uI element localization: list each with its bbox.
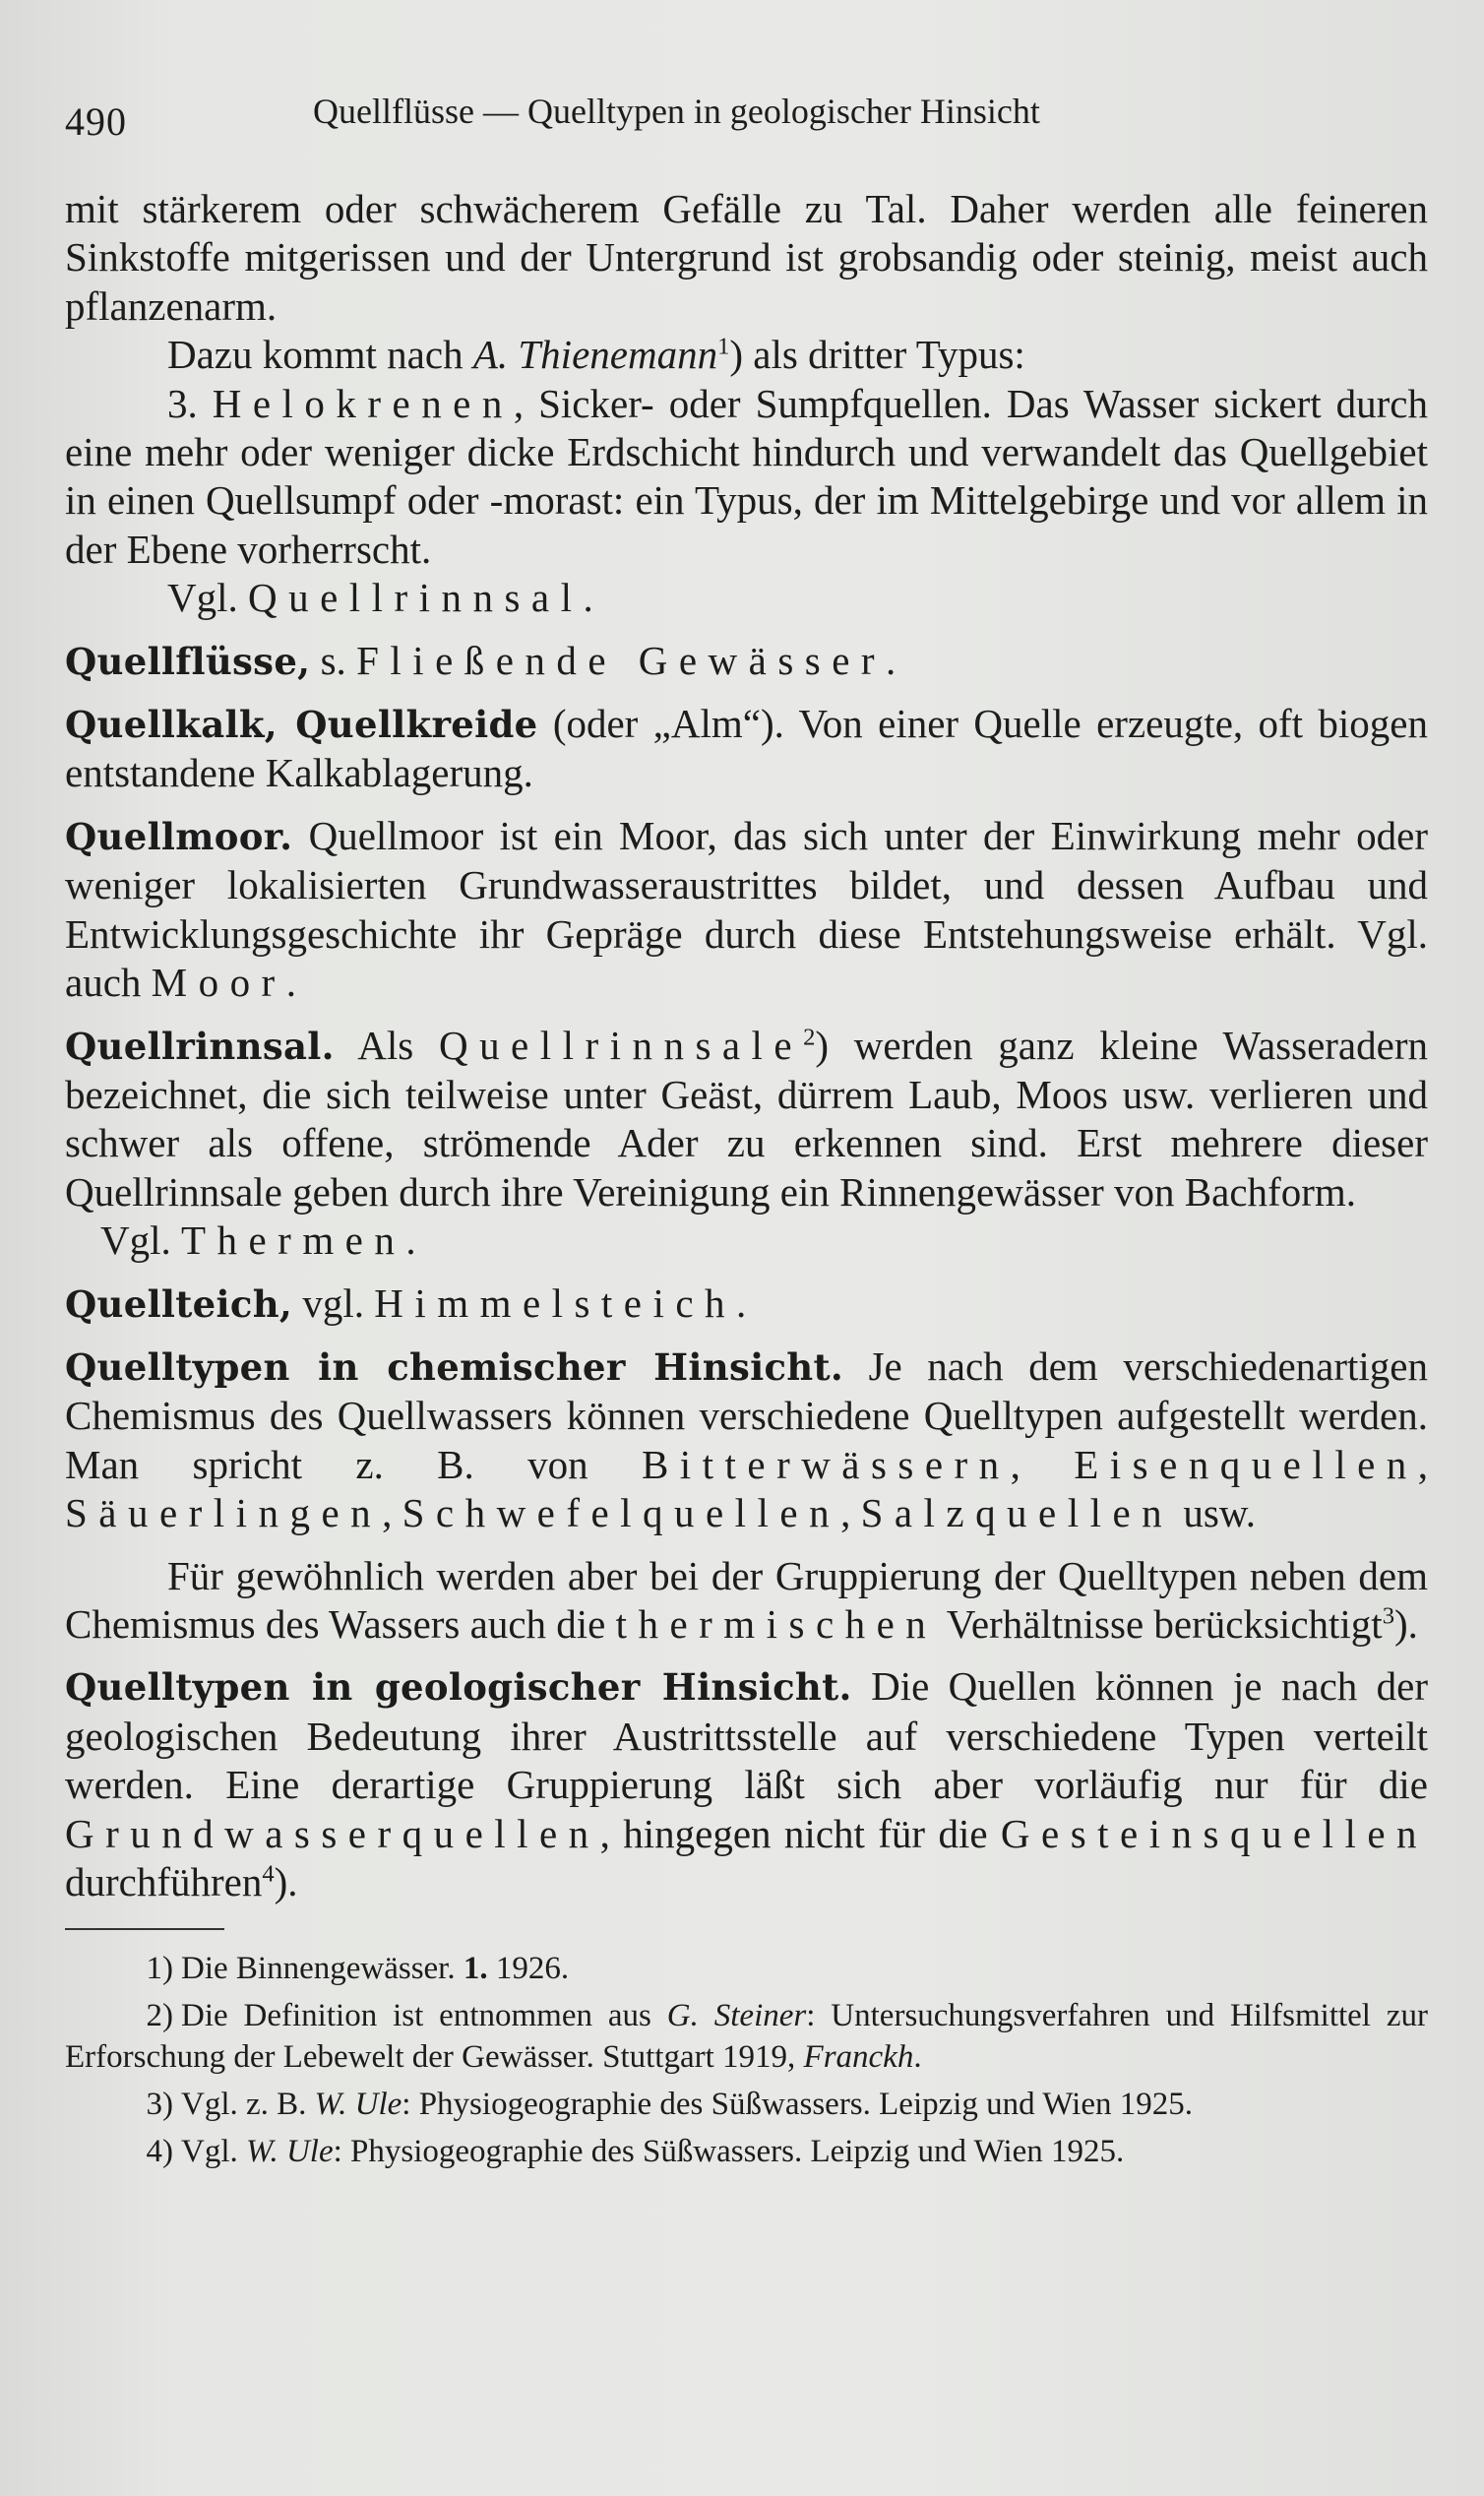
- entry-headword: Quelltypen in geologischer Hinsicht.: [65, 1665, 852, 1710]
- entry-quelltypen-geologisch: Quelltypen in geologischer Hinsicht. Die Quellen können je nach der geologischen Bedeutung ihrer Austrittsstelle auf verschiedene Typen verteilt werden. Eine derartige Gruppierung läßt sich aber vorläufig nur für die Grundwasserquellen, hingegen nicht für die Gesteinsquellen durchführen$^4$).: [65, 1663, 1428, 1904]
- footnote-ref: 3: [1382, 1602, 1394, 1630]
- entry-headword: Quellkalk, Quellkreide: [65, 703, 538, 747]
- entry-headword: Quellflüsse,: [65, 639, 311, 683]
- spaced-term: thermischen: [615, 1600, 938, 1647]
- spaced-term: Moor: [151, 960, 286, 1006]
- cross-reference: Vgl. Thermen.: [100, 1217, 416, 1264]
- cross-reference: Vgl. Quellrinnsal.: [167, 575, 593, 621]
- paragraph-helokrenen: 3. Helokrenen, Sicker- oder Sumpfquellen. Das Wasser sickert durch eine mehr oder weniger dicke Erdschicht hindurch und verwandelt das Quellgebiet in einen Quellsumpf oder -morast: ein Typus, der im Mittelgebirge und vor allem in der Ebene vorherrscht.: [65, 380, 1429, 572]
- entry-headword: Quellrinnsal.: [65, 1024, 335, 1068]
- spaced-term: Bitterwässern: [641, 1441, 1011, 1487]
- footnote-mark: 2): [146, 1998, 173, 2034]
- entry-headword: Quellteich,: [65, 1281, 293, 1326]
- page-number: 490: [65, 99, 127, 144]
- running-header: [0, 87, 1484, 146]
- spaced-term: Eisenquellen: [1074, 1441, 1418, 1487]
- spaced-term: Grundwasserquellen: [65, 1810, 600, 1856]
- author-name: A. Thienemann: [472, 332, 718, 378]
- paragraph-thermisch: Für gewöhnlich werden aber bei der Gruppierung der Quelltypen neben dem Chemismus des Wassers auch die thermischen Verhältnisse berücksichtigt$^3$).: [65, 1552, 1428, 1647]
- spaced-term: Quellrinnsale: [438, 1022, 804, 1068]
- spaced-term: Helokrenen: [212, 380, 514, 426]
- footnotes: [65, 1948, 1428, 2172]
- spaced-term: Thermen: [181, 1217, 406, 1264]
- page-body: [65, 185, 1428, 2178]
- footnote: 4) Vgl. W. Ule: Physiogeographie des Süßwassers. Leipzig und Wien 1925.: [65, 2131, 1428, 2172]
- entry-quellfluesse: Quellflüsse, s. Fließende Gewässer.: [65, 637, 897, 683]
- entry-quelltypen-chemisch: Quelltypen in chemischer Hinsicht. Je nach dem verschiedenartigen Chemismus des Quellwassers können verschiedene Quelltypen aufgestellt werden. Man spricht z. B. von Bitterwässern, Eisenquellen, Säuerlingen, Schwefelquellen, Salzquellen usw.: [65, 1342, 1429, 1536]
- running-title: Quellflüsse — Quelltypen in geologischer Hinsicht: [313, 92, 1040, 131]
- entry-quellmoor: Quellmoor. Quellmoor ist ein Moor, das sich unter der Einwirkung mehr oder weniger lokalisierten Grundwasseraustrittes bildet, und dessen Aufbau und Entwicklungsgeschichte ihr Gepräge durch diese Entstehungsweise erhält. Vgl. auch Moor.: [65, 812, 1428, 1006]
- entry-quellrinnsal: Quellrinnsal. Als Quellrinnsale$^2$) werden ganz kleine Wasseradern bezeichnet, die sich teilweise unter Geäst, dürrem Laub, Moos usw. verlieren und schwer als offene, strömende Ader zu erkennen sind. Erst mehrere dieser Quellrinnsale geben durch ihre Vereinigung ein Rinnengewässer von Bachform.: [65, 1022, 1428, 1215]
- footnote-ref: 2: [803, 1023, 816, 1050]
- author-name: W. Ule: [246, 2134, 334, 2170]
- spaced-term: Gesteinsquellen: [1000, 1810, 1428, 1856]
- author-name: W. Ule: [314, 2087, 402, 2123]
- entry-headword: Quelltypen in chemischer Hinsicht.: [65, 1344, 844, 1389]
- footnote-ref: 1: [717, 333, 730, 360]
- entry-quellkalk: Quellkalk, Quellkreide (oder „Alm“). Von einer Quelle erzeugte, oft biogen entstandene Kalkablagerung.: [65, 701, 1428, 796]
- footnote-mark: 1): [146, 1951, 173, 1987]
- spaced-term: Fließende Gewässer: [356, 637, 887, 683]
- author-name: Franckh: [803, 2039, 914, 2076]
- author-name: G. Steiner: [666, 1998, 807, 2034]
- entry-quellteich: Quellteich, vgl. Himmelsteich.: [65, 1279, 747, 1326]
- footnote-divider: [65, 1928, 224, 1930]
- footnote-ref: 4: [262, 1860, 275, 1888]
- footnote-mark: 4): [146, 2134, 173, 2170]
- paragraph-continuation: mit stärkerem oder schwächerem Gefälle zu Tal. Daher werden alle feineren Sinkstoffe mitgerissen und der Untergrund ist grobsandig oder steinig, meist auch pflanzenarm.: [65, 186, 1428, 329]
- footnote: 1) Die Binnengewässer. 1. 1926.: [65, 1948, 1428, 1989]
- footnote: 2) Die Definition ist entnommen aus G. Steiner: Untersuchungsverfahren und Hilfsmittel zur Erforschung der Lebewelt der Gewässer. Stuttgart 1919, Franckh.: [65, 1995, 1428, 2078]
- spaced-term: Salzquellen: [860, 1490, 1174, 1536]
- spaced-term: Quellrinnsal: [248, 575, 584, 621]
- footnote: 3) Vgl. z. B. W. Ule: Physiogeographie des Süßwassers. Leipzig und Wien 1925.: [65, 2084, 1428, 2125]
- spaced-term: Himmelsteich: [374, 1279, 737, 1326]
- spaced-term: Säuerlingen: [65, 1490, 383, 1536]
- paragraph-thienemann: Dazu kommt nach A. Thienemann$^1$) als dritter Typus:: [167, 332, 1025, 378]
- footnote-mark: 3): [146, 2087, 173, 2123]
- entry-headword: Quellmoor.: [65, 814, 293, 858]
- spaced-term: Schwefelquellen: [402, 1490, 841, 1536]
